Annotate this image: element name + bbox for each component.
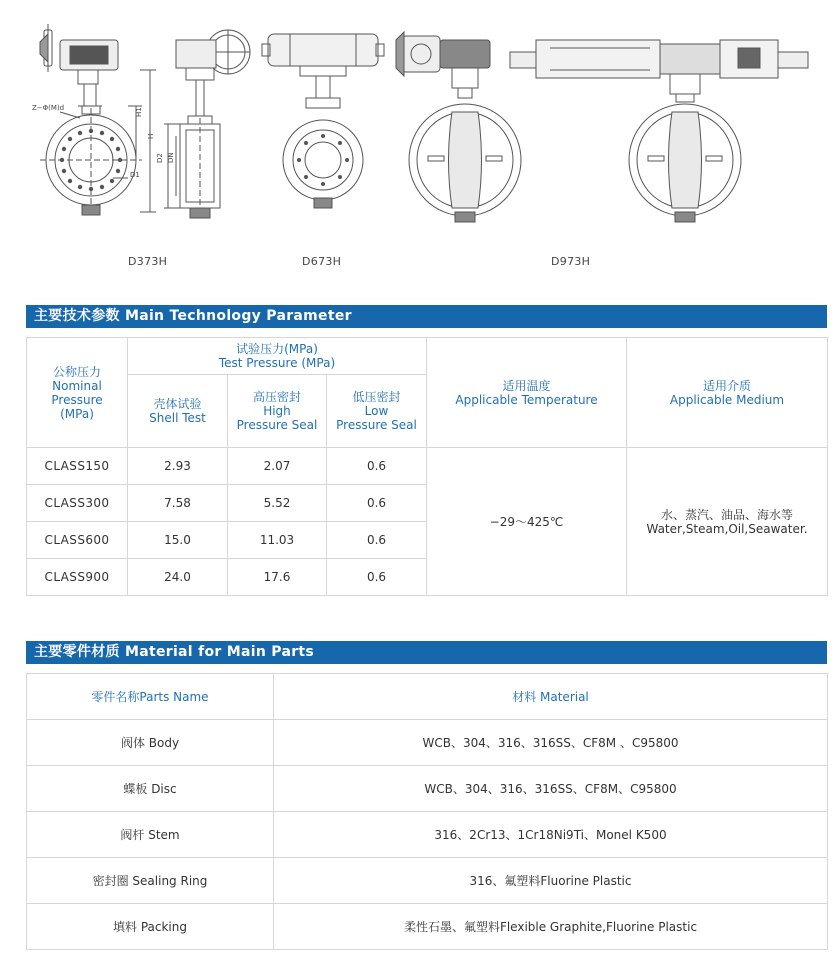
- high-seal-cell: 5.52: [228, 485, 327, 522]
- low-seal-cell: 0.6: [327, 485, 427, 522]
- tech-parameter-table: [26, 337, 828, 596]
- high-seal-cell: 11.03: [228, 522, 327, 559]
- dim-d2-label: D2: [156, 153, 164, 163]
- material-cell: WCB、304、316、316SS、CF8M、C95800: [274, 766, 828, 812]
- shell-test-cell: 15.0: [128, 522, 228, 559]
- dim-bolt-label: Z−Φ(M)d: [32, 104, 65, 112]
- valve-drawings: [0, 0, 837, 290]
- table-row: [27, 766, 828, 812]
- high-pressure-seal-header: 高压密封 High Pressure Seal: [228, 375, 327, 448]
- part-name-cell: 阀体 Body: [27, 720, 274, 766]
- high-seal-cell: 17.6: [228, 559, 327, 596]
- medium-cn: 水、蒸汽、油品、海水等: [660, 507, 793, 522]
- pressure-class-cell: CLASS900: [27, 559, 128, 596]
- pressure-class-cell: CLASS600: [27, 522, 128, 559]
- shell-test-header: 壳体试验 Shell Test: [128, 375, 228, 448]
- dim-h1-label: H1: [135, 107, 143, 117]
- d973h-pneumatic-view: [510, 40, 808, 222]
- low-pressure-seal-header: 低压密封 Low Pressure Seal: [327, 375, 427, 448]
- medium-header: 适用介质 Applicable Medium: [627, 338, 828, 448]
- drawing-label-d973h: D973H: [551, 255, 591, 268]
- material-cell: 316、氟塑料Fluorine Plastic: [274, 858, 828, 904]
- d373h-side-view: [164, 30, 250, 218]
- temperature-header: 适用温度 Applicable Temperature: [427, 338, 627, 448]
- table-row: [27, 448, 828, 485]
- table-row: [27, 904, 828, 950]
- shell-test-cell: 24.0: [128, 559, 228, 596]
- table-row: [27, 812, 828, 858]
- tech-section-title: 主要技术参数 Main Technology Parameter: [26, 305, 827, 328]
- material-cell: 316、2Cr13、1Cr18Ni9Ti、Monel K500: [274, 812, 828, 858]
- tech-header-row-1: [27, 338, 828, 375]
- low-seal-cell: 0.6: [327, 522, 427, 559]
- parts-name-header: 零件名称Parts Name: [27, 674, 274, 720]
- material-header-row: [27, 674, 828, 720]
- part-name-cell: 密封圈 Sealing Ring: [27, 858, 274, 904]
- low-seal-cell: 0.6: [327, 448, 427, 485]
- part-name-cell: 填料 Packing: [27, 904, 274, 950]
- medium-cell: [627, 448, 828, 596]
- pressure-class-cell: CLASS150: [27, 448, 128, 485]
- d373h-front-view: [40, 24, 156, 215]
- shell-test-cell: 7.58: [128, 485, 228, 522]
- dim-dn-label: DN: [167, 152, 175, 163]
- medium-en: Water,Steam,Oil,Seawater.: [646, 521, 808, 536]
- shell-test-cell: 2.93: [128, 448, 228, 485]
- drawing-label-d673h: D673H: [302, 255, 342, 268]
- part-name-cell: 蝶板 Disc: [27, 766, 274, 812]
- test-pressure-header: 试验压力(MPa) Test Pressure (MPa): [128, 338, 427, 375]
- dim-h-label: H: [147, 133, 155, 139]
- material-section-title: 主要零件材质 Material for Main Parts: [26, 641, 827, 664]
- nominal-pressure-header: 公称压力 Nominal Pressure (MPa): [27, 338, 128, 448]
- material-cell: WCB、304、316、316SS、CF8M 、C95800: [274, 720, 828, 766]
- table-row: [27, 858, 828, 904]
- part-name-cell: 阀杆 Stem: [27, 812, 274, 858]
- low-seal-cell: 0.6: [327, 559, 427, 596]
- dim-d1-label: D1: [130, 171, 140, 179]
- material-table: [26, 673, 828, 950]
- material-header: 材料 Material: [274, 674, 828, 720]
- table-row: [27, 720, 828, 766]
- drawing-label-d373h: D373H: [128, 255, 168, 268]
- pressure-class-cell: CLASS300: [27, 485, 128, 522]
- d673h-view: [262, 34, 384, 208]
- high-seal-cell: 2.07: [228, 448, 327, 485]
- d973h-electric-view: [396, 32, 521, 222]
- valve-drawings-svg: [0, 0, 837, 250]
- temperature-cell: −29～425℃: [427, 448, 627, 596]
- material-cell: 柔性石墨、氟塑料Flexible Graphite,Fluorine Plastic: [274, 904, 828, 950]
